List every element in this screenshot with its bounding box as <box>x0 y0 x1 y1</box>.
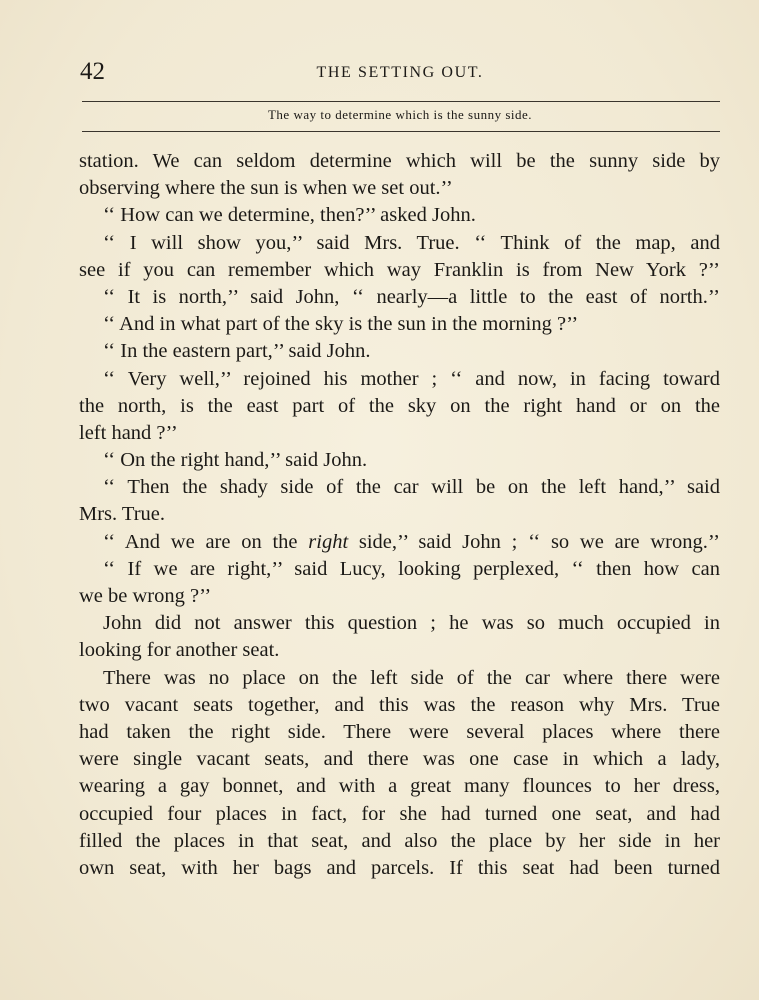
page-number: 42 <box>80 58 105 85</box>
text-line <box>79 529 720 556</box>
text-line: There was no place on the left side of the car where there were <box>103 666 720 689</box>
text-line-part: side,’’ said John ; ‘‘ so we are wrong.’’ <box>348 530 720 553</box>
header-rule-top <box>82 101 720 102</box>
text-line: the north, is the east part of the sky on the right hand or on the <box>79 394 720 417</box>
text-line: were single vacant seats, and there was one case in which a lady, <box>79 748 720 771</box>
text-line: John did not answer this question ; he was so much occupied in <box>103 612 720 635</box>
text-line: ‘‘ If we are right,’’ said Lucy, looking perplexed, ‘‘ then how can <box>103 557 720 580</box>
text-line: had taken the right side. There were several places where there <box>79 720 720 743</box>
text-line: see if you can remember which way Franklin is from New York ?’’ <box>79 258 720 281</box>
text-line: ‘‘ In the eastern part,’’ said John. <box>103 340 371 363</box>
text-line: own seat, with her bags and parcels. If this seat had been turned <box>79 856 720 879</box>
text-line-part: ‘‘ And we are on the <box>103 530 309 553</box>
text-line: left hand ?’’ <box>79 421 178 444</box>
text-line: two vacant seats together, and this was the reason why Mrs. True <box>79 693 720 716</box>
text-line: filled the places in that seat, and also the place by her side in her <box>79 829 720 852</box>
text-line: ‘‘ I will show you,’’ said Mrs. True. ‘‘ Think of the map, and <box>103 231 720 254</box>
text-line: looking for another seat. <box>79 639 280 662</box>
text-line: ‘‘ It is north,’’ said John, ‘‘ nearly—a little to the east of north.’’ <box>103 285 720 308</box>
text-line: Mrs. True. <box>79 503 166 526</box>
text-line: ‘‘ Very well,’’ rejoined his mother ; ‘‘ and now, in facing toward <box>103 367 720 390</box>
text-line: observing where the sun is when we set out.’’ <box>79 177 453 200</box>
text-line: we be wrong ?’’ <box>79 585 212 607</box>
text-line: ‘‘ How can we determine, then?’’ asked John. <box>103 204 476 227</box>
body-text <box>79 148 720 882</box>
emphasized-word: right <box>308 530 349 553</box>
running-title: THE SETTING OUT. <box>316 64 484 81</box>
text-line: occupied four places in fact, for she had turned one seat, and had <box>79 802 720 825</box>
text-line: station. We can seldom determine which will be the sunny side by <box>79 150 720 172</box>
running-head <box>80 58 720 88</box>
text-line: wearing a gay bonnet, and with a great many flounces to her dress, <box>79 775 720 798</box>
text-line: ‘‘ Then the shady side of the car will be on the left hand,’’ said <box>103 476 720 499</box>
header-rule-bottom <box>82 131 720 132</box>
section-subheading: The way to determine which is the sunny side. <box>267 107 533 122</box>
text-line: ‘‘ On the right hand,’’ said John. <box>103 449 368 472</box>
text-line: ‘‘ And in what part of the sky is the sun in the morning ?’’ <box>103 313 579 336</box>
